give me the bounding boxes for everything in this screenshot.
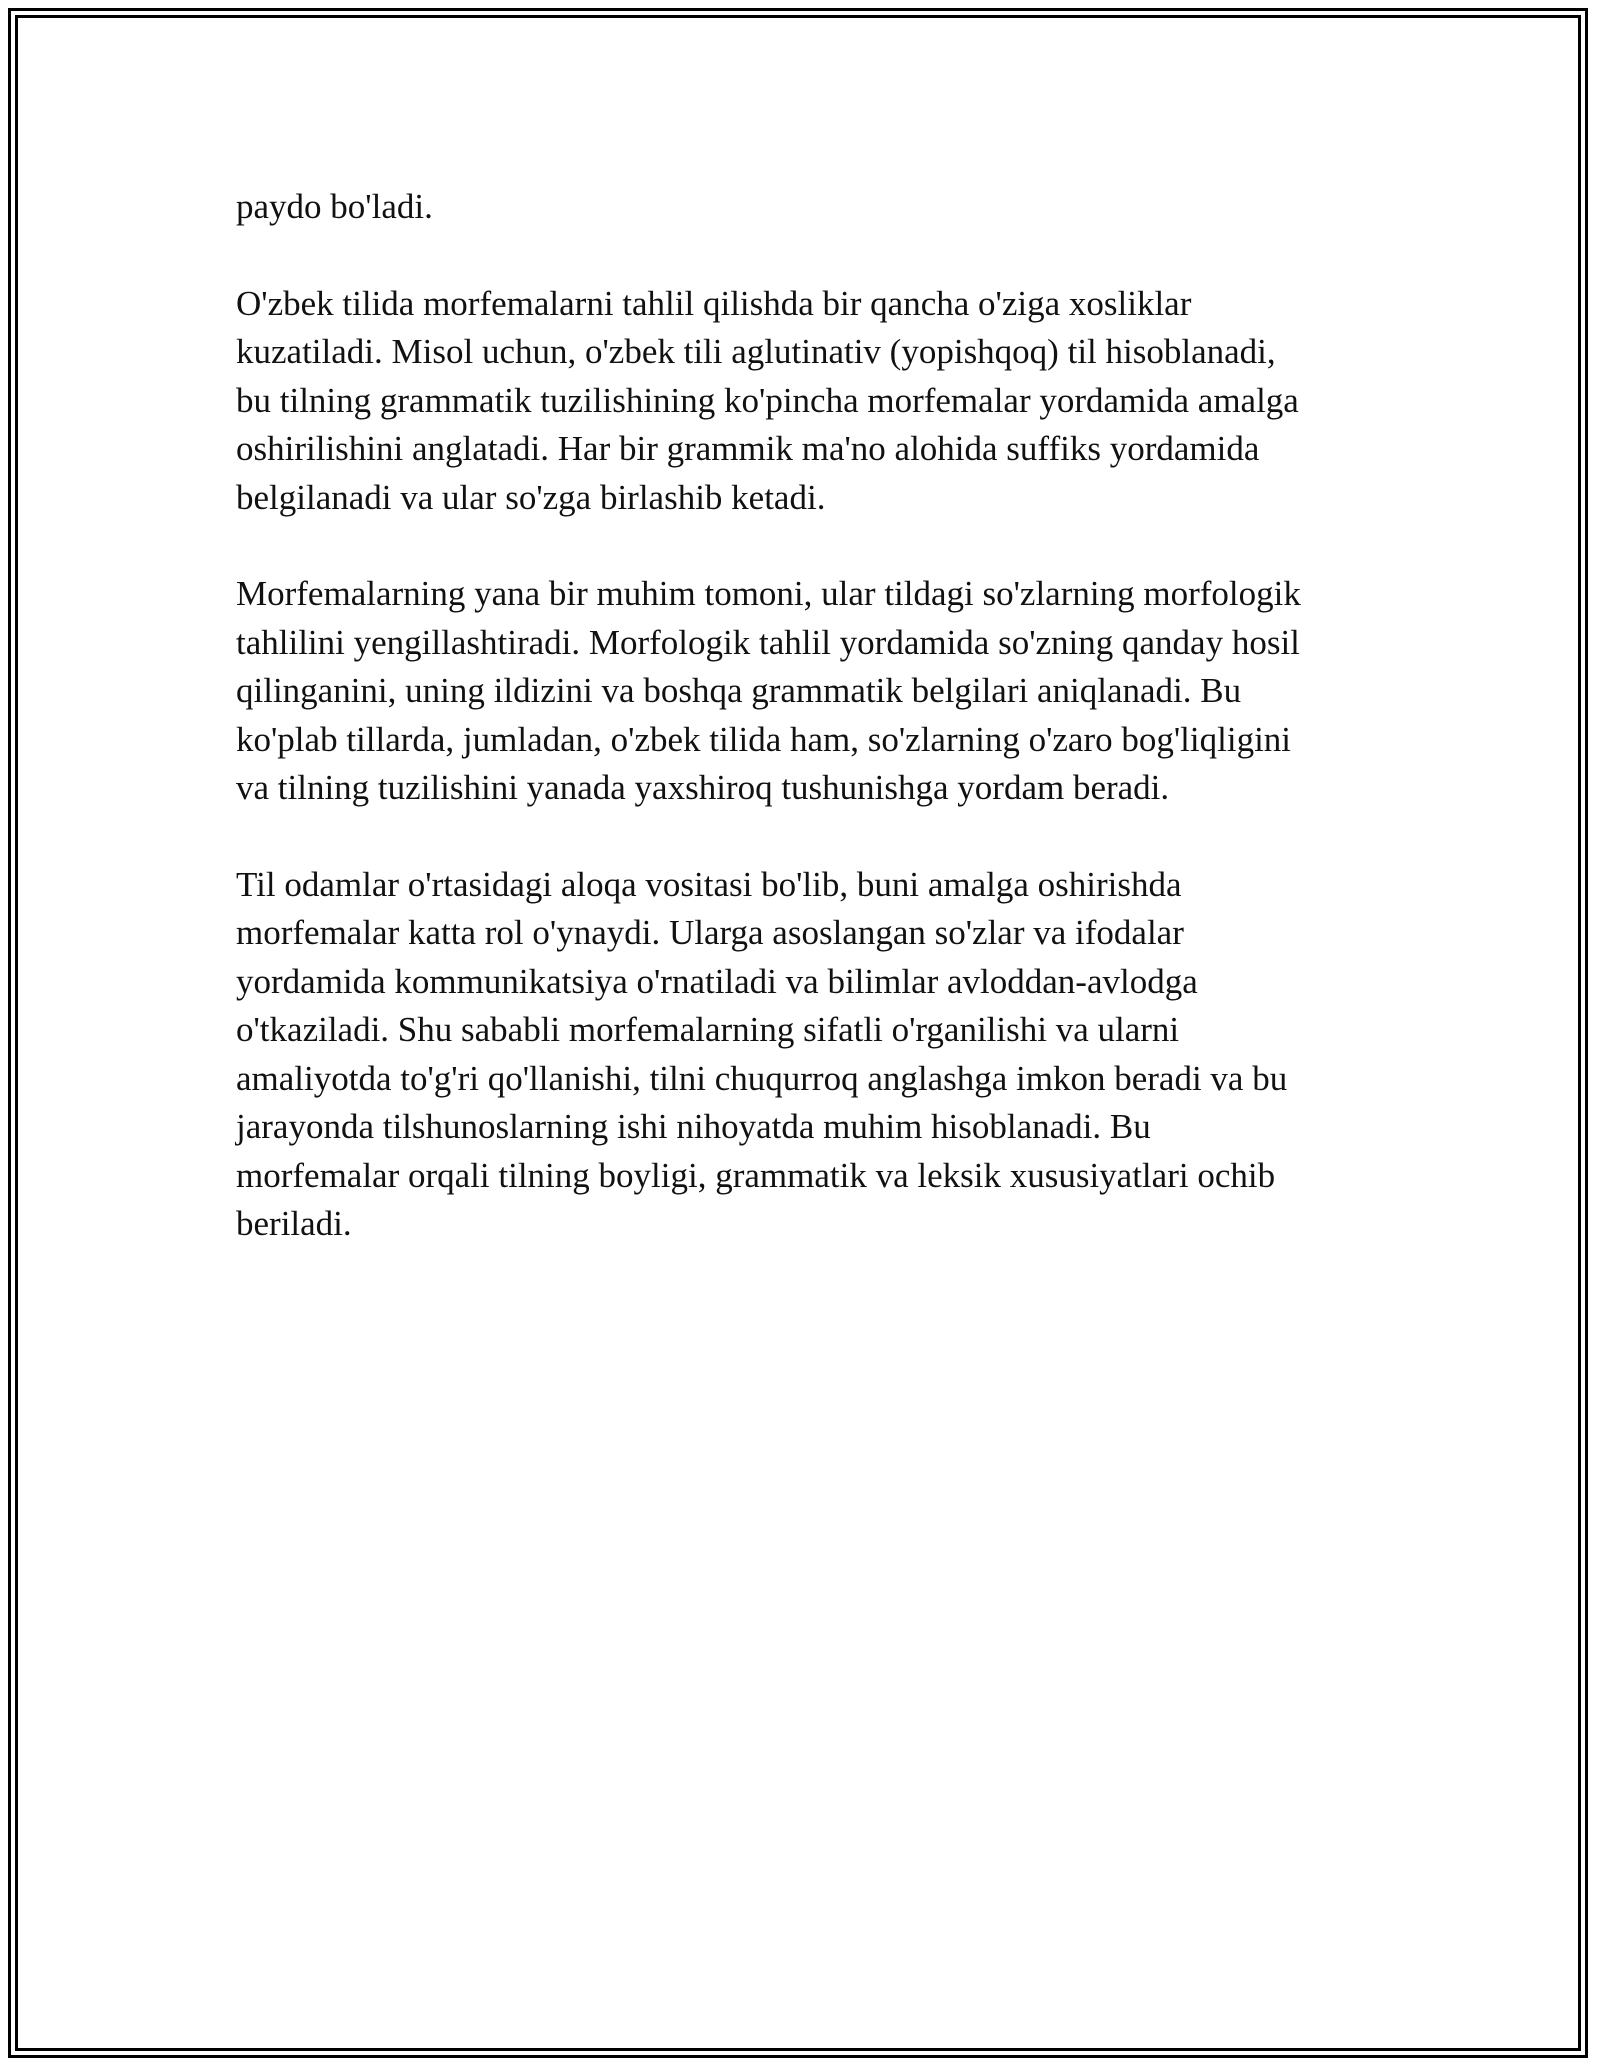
- text-line: yordamida kommunikatsiya o'rnatiladi va bilimlar avloddan-avlodga: [236, 961, 1198, 1001]
- document-body: [236, 183, 1376, 1297]
- text-line: Til odamlar o'rtasidagi aloqa vositasi bo'lib, buni amalga oshirishda: [236, 864, 1182, 904]
- text-line: amaliyotda to'g'ri qo'llanishi, tilni chuqurroq anglashga imkon beradi va bu: [236, 1058, 1288, 1098]
- text-line: O'zbek tilida morfemalarni tahlil qilishda bir qancha o'ziga xosliklar: [236, 283, 1192, 323]
- text-line: jarayonda tilshunoslarning ishi nihoyatda muhim hisoblanadi. Bu: [236, 1107, 1151, 1146]
- text-line: morfemalar orqali tilning boyligi, grammatik va leksik xususiyatlari ochib: [236, 1155, 1276, 1195]
- text-line: o'tkaziladi. Shu sababli morfemalarning sifatli o'rganilishi va ularni: [236, 1010, 1180, 1049]
- paragraph-continuation: [236, 183, 1376, 232]
- paragraph-morpheme-analysis: [236, 280, 1376, 523]
- text-line: qilinganini, uning ildizini va boshqa grammatik belgilari aniqlanadi. Bu: [236, 671, 1242, 710]
- text-line: tahlilini yengillashtiradi. Morfologik tahlil yordamida so'zning qanday hosil: [236, 622, 1300, 662]
- text-line: ko'plab tillarda, jumladan, o'zbek tilida ham, so'zlarning o'zaro bog'liqligini: [236, 719, 1292, 759]
- text-line: oshirilishini anglatadi. Har bir grammik ma'no alohida suffiks yordamida: [236, 429, 1260, 468]
- text-line: kuzatiladi. Misol uchun, o'zbek tili aglutinativ (yopishqoq) til hisoblanadi,: [236, 332, 1276, 371]
- text-line: paydo bo'ladi.: [236, 187, 433, 226]
- text-line: bu tilning grammatik tuzilishining ko'pincha morfemalar yordamida amalga: [236, 380, 1299, 420]
- paragraph-morphological-analysis: [236, 570, 1376, 813]
- text-line: belgilanadi va ular so'zga birlashib ketadi.: [236, 477, 826, 517]
- text-line: morfemalar katta rol o'ynaydi. Ularga asoslangan so'zlar va ifodalar: [236, 913, 1184, 952]
- paragraph-language-communication: [236, 861, 1376, 1249]
- text-line: beriladi.: [236, 1204, 352, 1243]
- text-line: Morfemalarning yana bir muhim tomoni, ular tildagi so'zlarning morfologik: [236, 574, 1301, 613]
- text-line: va tilning tuzilishini yanada yaxshiroq tushunishga yordam beradi.: [236, 768, 1170, 807]
